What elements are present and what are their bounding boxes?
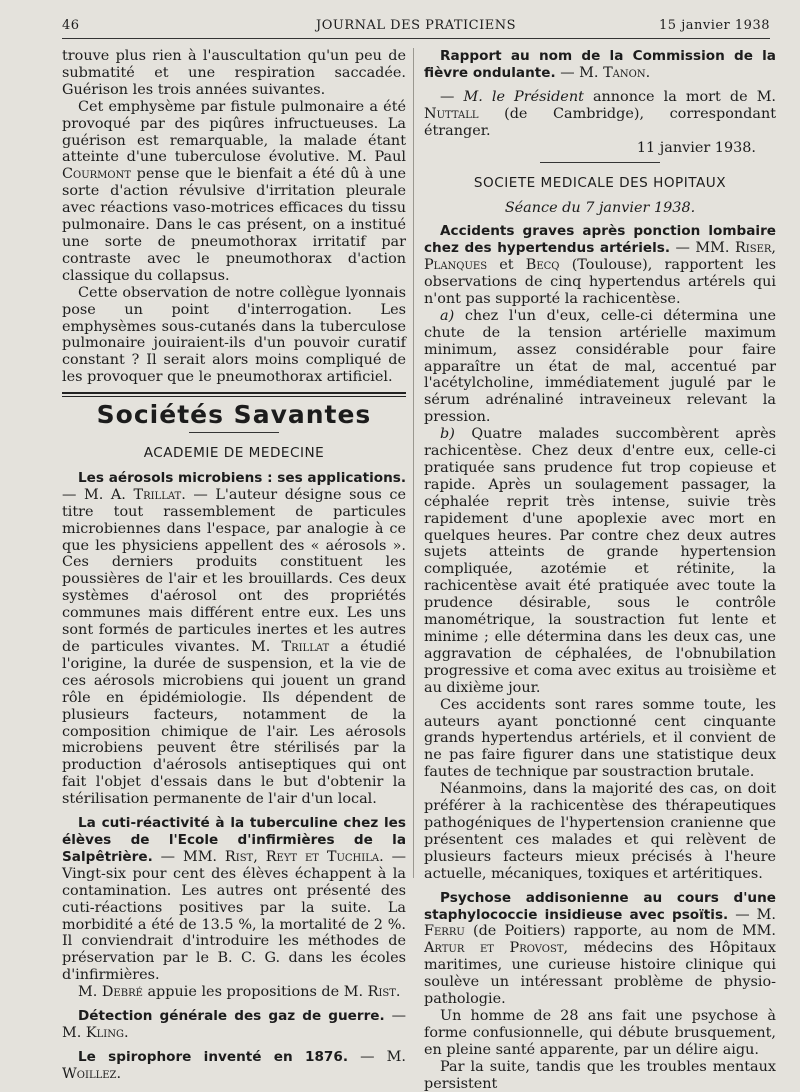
article-title: Le spirophore inventé en 1876.: [78, 1048, 348, 1065]
author-name: Artur et Provost: [424, 940, 564, 957]
journal-title: JOURNAL DES PRATICIENS: [316, 18, 516, 33]
author-name: Rist: [367, 984, 396, 1001]
section-banner: Sociétés Savantes: [96, 400, 372, 430]
paragraph: a) chez l'un d'eux, celle-ci détermina une chute de la tension artérielle maximum minimum, assez considérable pour faire apparaître un état de mal, accentué par l'acétylcholine, immédiatement jugulé par le sérum adrénaliné intraveineux relevant la pression.: [424, 307, 776, 426]
page-number: 46: [62, 18, 80, 33]
section-rule: [62, 392, 406, 397]
paragraph: Ces accidents sont rares somme toute, les auteurs ayant ponctionné cent cinquante grands hypertendus artériels, et il convient de ne pas faire figurer dans une statistique deux fautes de technique par soustraction brutale.: [424, 696, 776, 781]
running-header: [62, 16, 770, 39]
article-title: Rapport au nom de la Commission de la fièvre ondulante.: [424, 48, 776, 81]
paragraph: M. Debré appuie les propositions de M. Rist.: [78, 984, 401, 1001]
paragraph: — M. le Président annonce la mort de M. Nuttall (de Cambridge), correspondant étranger.: [424, 88, 777, 139]
article-entry: Les aérosols microbiens : ses applications. — M. A. Trillat. — L'auteur désigne sous ce titre tout rassemblement de particules microbiennes dans l'espace, par analogie à ce que les physiciens appellent des « aérosols ». Ces derniers produits constituent les poussières de l'air et les brouillards. Ces deux systèmes d'aérosol ont des propriétés communes mais différent entre eux. Les uns sont formés de particules inertes et les autres de particules vivantes. M. Trillat a étudié l'origine, la durée de suspension, et la vie de ces aérosols microbiens qui jouent un grand rôle en épidémiologie. Ils dépendent de plusieurs facteurs, notamment de la composition chimique de l'air. Les aérosols microbiens peuvent être stérilisés par la production d'aérosols antiseptiques qui ont fait l'objet d'essais dans le but d'obtenir la stérilisation permanente de l'air d'un local.: [62, 469, 407, 808]
author-name: Woillez: [62, 1065, 117, 1082]
author-name: Ferru: [424, 923, 465, 940]
author-name: Kling: [85, 1024, 124, 1041]
article-entry: Le spirophore inventé en 1876. — M. Woillez.: [62, 1048, 406, 1082]
paragraph: Cette observation de notre collègue lyonnais pose un point d'interrogation. Les emphysèmes sous-cutanés dans la tuberculose pulmonaire jouiraient-ils d'un pouvoir curatif constant ? Il serait alors moins compliqué de les provoquer que le pneumothorax artificiel.: [62, 284, 406, 386]
section-heading: ACADEMIE DE MEDECINE: [143, 445, 325, 462]
paragraph: Néanmoins, dans la majorité des cas, on doit préférer à la rachicentèse des thérapeutiques pathogéniques de l'hypertension cranienne que présentent ces malades et qui relèvent de plusieurs facteurs mieux précisés à l'heure actuelle, mécaniques, toxiques et artéritiques.: [424, 781, 776, 882]
article-title: Détection générale des gaz de guerre.: [78, 1008, 385, 1025]
author-name: Rist, Reyt et Tuchila: [224, 848, 380, 865]
article-entry: Rapport au nom de la Commission de la fièvre ondulante. — M. Tanon.: [424, 48, 776, 81]
article-title: La cuti-réactivité à la tuberculine chez les élèves de l'Ecole d'infirmières de la Salpêtrière.: [62, 815, 406, 865]
issue-date: 15 janvier 1938: [659, 18, 770, 33]
author-name: Becq: [525, 257, 560, 274]
paragraph: Cet emphysème par fistule pulmonaire a été provoqué par des piqûres infructueuses. La guérison est remarquable, la malade étant atteinte d'une tuberculose évolutive. M. Paul Courmont pense que le bienfait a été dû à une sorte d'action révulsive d'irritation pleurale avec réactions vaso-motrices efficaces du tissu pulmonaire. Dans le cas présent, on a institué une sorte de pneumothorax irritatif par contraste avec le pneumothorax d'action classique du collapsus.: [62, 98, 406, 284]
left-column: [62, 48, 406, 1083]
article-entry: Psychose addisonienne au cours d'une staphylococcie insidieuse avec psoïtis. — M. Ferru (de Poitiers) rapporte, au nom de MM. Artur et Provost, médecins des Hôpitaux maritimes, une curieuse histoire clinique qui soulève un intéressant problème de physio-pathologie.: [424, 889, 776, 1008]
article-entry: Détection générale des gaz de guerre. — M. Kling.: [62, 1008, 406, 1041]
column-divider: [413, 48, 414, 878]
divider: [540, 162, 660, 163]
article-title: Les aérosols microbiens : ses applications.: [78, 469, 407, 486]
paragraph: b) Quatre malades succombèrent après rachicentèse. Chez deux d'entre eux, celle-ci pratiquée sans prudence fut trop copieuse et rapide. Après un soulagement passager, la céphalée reprit très intense, suivie très rapidement d'une apoplexie avec mort en quelques heures. Par contre chez deux autres sujets atteints de grande hypertension compliquée, azotémie et rétinite, la rachicentèse avait été pratiquée avec toute la prudence désirable, sous le contrôle manométrique, la soustraction fut lente et minime ; elle détermina dans les deux cas, une aggravation de céphalées, de l'obnubilation progressive et coma avec exitus au troisième et au dixième jour.: [424, 426, 776, 696]
paragraph: trouve plus rien à l'auscultation qu'un peu de submatité et une respiration saccadée. Guérison les trois années suivantes.: [62, 48, 406, 98]
author-name: Courmont: [62, 166, 132, 183]
author-name: Nuttall: [424, 105, 479, 122]
author-name: Trillat: [281, 639, 330, 655]
right-column: [424, 48, 776, 1092]
paragraph: Un homme de 28 ans fait une psychose à forme confusionnelle, qui débute brusquement, en pleine santé apparente, par un délire aigu.: [424, 1007, 776, 1058]
article-entry: Accidents graves après ponction lombaire chez des hypertendus artériels. — MM. Riser, Planques et Becq (Toulouse), rapportent les observations de cinq hypertendus artérels qui n'ont pas supporté la rachicentèse.: [424, 223, 777, 307]
divider: [189, 432, 279, 433]
article-entry: La cuti-réactivité à la tuberculine chez les élèves de l'Ecole d'infirmières de la Salpêtrière. — MM. Rist, Reyt et Tuchila. — Vingt-six pour cent des élèves échappent à la contamination. Les autres ont présenté des cuti-réactions positives par la suite. La morbidité a été de 13.5 %, la mortalité de 2 %. Il conviendrait d'introduire les méthodes de préservation par le B. C. G. dans les écoles d'infirmières.: [62, 815, 406, 984]
article-title: Psychose addisonienne au cours d'une staphylococcie insidieuse avec psoïtis.: [424, 889, 776, 923]
article-title: Accidents graves après ponction lombaire chez des hypertendus artériels.: [424, 223, 776, 257]
author-name: Riser, Planques: [424, 240, 776, 274]
section-heading: SOCIETE MEDICALE DES HOPITAUX: [473, 175, 727, 192]
paragraph: Par la suite, tandis que les troubles mentaux persistent: [424, 1058, 776, 1092]
president-label: M. le Président: [463, 88, 584, 105]
session-date: Séance du 7 janvier 1938.: [504, 200, 696, 217]
author-name: Tanon: [603, 64, 646, 81]
author-name: Trillat: [133, 486, 182, 503]
dateline: 11 janvier 1938.: [636, 139, 756, 156]
author-name: Debré: [101, 984, 143, 1001]
